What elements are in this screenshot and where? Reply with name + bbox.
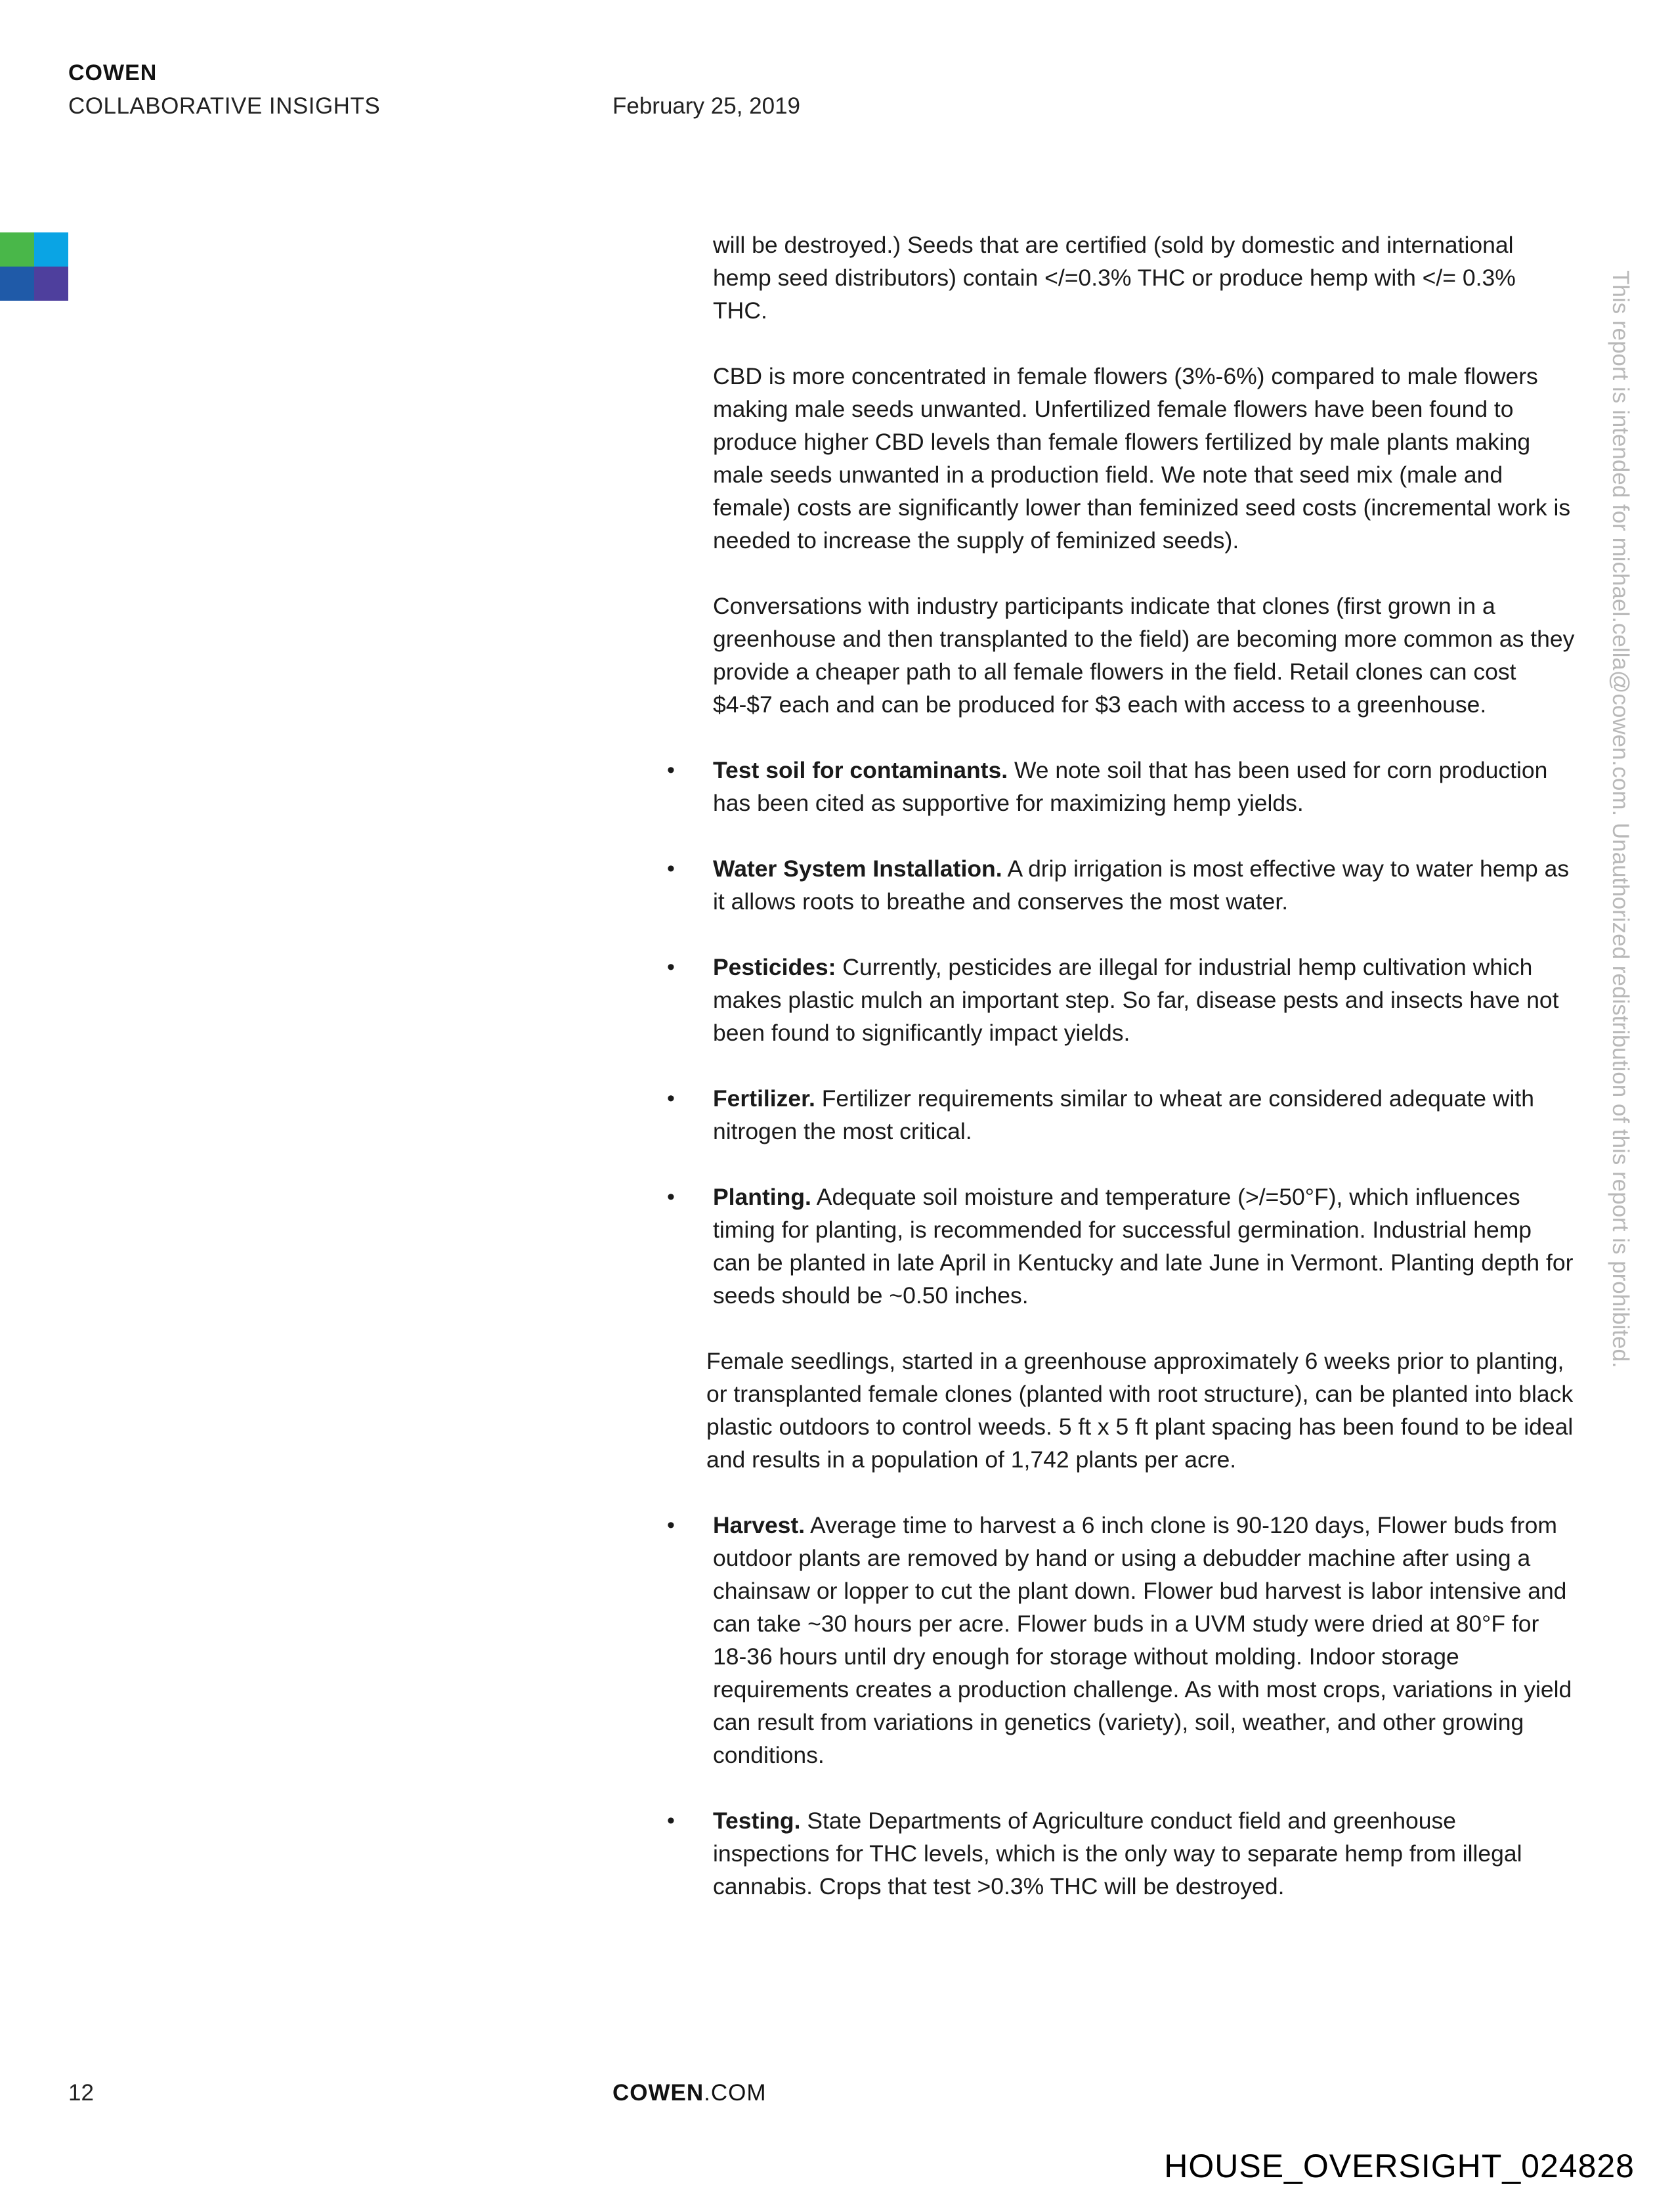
cowen-logo-icon (0, 232, 68, 301)
bullet-item (656, 754, 1576, 819)
bullet-text: Adequate soil moisture and temperature (>/=50°F), which influences timing for planting, is recommended for successful germination. Industrial hemp can be planted in late April in Kentucky and late June in Vermont. Planting depth for seeds should be ~0.50 inches. (713, 1184, 1574, 1309)
paragraph-cbd: CBD is more concentrated in female flowers (3%-6%) compared to male flowers making male seeds unwanted. Unfertilized female flowers have been found to produce higher CBD levels than female flowers fertilized by male plants making male seeds unwanted in a production field. We note that seed mix (male and female) costs are significantly lower than feminized seed costs (incremental work is needed to increase the supply of feminized seeds). (713, 363, 1571, 553)
logo-square-purple (34, 267, 68, 301)
bullet-text: Average time to harvest a 6 inch clone is 90-120 days, Flower buds from outdoor plants are removed by hand or using a debudder machine after using a chainsaw or lopper to cut the plant down. Flower bud harvest is labor intensive and can take ~30 hours per acre. Flower buds in a UVM study were dried at 80°F for 18-36 hours until dry enough for storage without molding. Indoor storage requirements creates a production challenge. As with most crops, variations in yield can result from variations in genetics (variety), soil, weather, and other growing conditions. (713, 1512, 1572, 1768)
bullet-marker: • (667, 955, 675, 980)
bullet-title: Planting. (713, 1184, 811, 1210)
bullet-marker: • (667, 1184, 675, 1209)
bullet-marker: • (667, 1086, 675, 1111)
brand-subtitle: COLLABORATIVE INSIGHTS (68, 93, 381, 119)
bullet-title: Test soil for contaminants. (713, 757, 1008, 783)
bullet-item (656, 951, 1576, 1049)
footer-website-suffix: .COM (704, 2080, 767, 2106)
bullet-marker: • (667, 856, 675, 881)
bullet-text: Currently, pesticides are illegal for industrial hemp cultivation which makes plastic mulch an important step. So far, disease pests and insects have not been found to significantly impact yields. (713, 954, 1559, 1046)
bullet-text: State Departments of Agriculture conduct field and greenhouse inspections for THC levels, which is the only way to separate hemp from illegal cannabis. Crops that test >0.3% THC will be destroyed. (713, 1808, 1522, 1899)
report-date: February 25, 2019 (612, 93, 801, 119)
paragraph-clones: Conversations with industry participants indicate that clones (first grown in a greenhouse and then transplanted to the field) are becoming more common as they provide a cheaper path to all female flowers in the field. Retail clones can cost $4-$7 each and can be produced for $3 each with access to a greenhouse. (713, 593, 1575, 718)
bullet-title: Pesticides: (713, 954, 836, 980)
bullet-text: Fertilizer requirements similar to wheat are considered adequate with nitrogen the most critical. (713, 1085, 1534, 1144)
bullet-item (656, 852, 1576, 918)
page-number: 12 (68, 2080, 94, 2106)
logo-square-cyan (34, 232, 68, 267)
bates-number: HOUSE_OVERSIGHT_024828 (1164, 2148, 1635, 2184)
bullet-title: Testing. (713, 1808, 801, 1834)
bullet-marker: • (667, 1808, 675, 1833)
footer-website-bold: COWEN (612, 2080, 704, 2106)
bullet-text: A drip irrigation is most effective way to water hemp as it allows roots to breathe and conserves the most water. (713, 856, 1570, 915)
bullet-item (656, 1181, 1576, 1312)
logo-square-blue (0, 267, 34, 301)
bullet-marker: • (667, 1513, 675, 1538)
bullet-item (656, 1082, 1576, 1148)
paragraph-seeds: will be destroyed.) Seeds that are certified (sold by domestic and international hemp seed distributors) contain </=0.3% THC or produce hemp with </= 0.3% THC. (713, 232, 1516, 324)
bullet-title: Fertilizer. (713, 1085, 815, 1112)
footer-website (612, 2080, 767, 2106)
report-body (656, 228, 1576, 1936)
distribution-watermark: This report is intended for michael.cella@cowen.com. Unauthorized redistribution of this report is prohibited. (1608, 271, 1633, 1368)
brand-name: COWEN (68, 60, 158, 85)
bullet-text: We note soil that has been used for corn production has been cited as supportive for maximizing hemp yields. (713, 757, 1548, 816)
bullet-item (656, 1804, 1576, 1903)
paragraph-seedlings: Female seedlings, started in a greenhouse approximately 6 weeks prior to planting, or transplanted female clones (planted with root structure), can be planted into black plastic outdoors to control weeds. 5 ft x 5 ft plant spacing has been found to be ideal and results in a population of 1,742 plants per acre. (706, 1348, 1574, 1473)
bullet-item (656, 1509, 1576, 1771)
bullet-title: Harvest. (713, 1512, 805, 1538)
bullet-title: Water System Installation. (713, 856, 1002, 882)
bullet-marker: • (667, 758, 675, 783)
logo-square-green (0, 232, 34, 267)
